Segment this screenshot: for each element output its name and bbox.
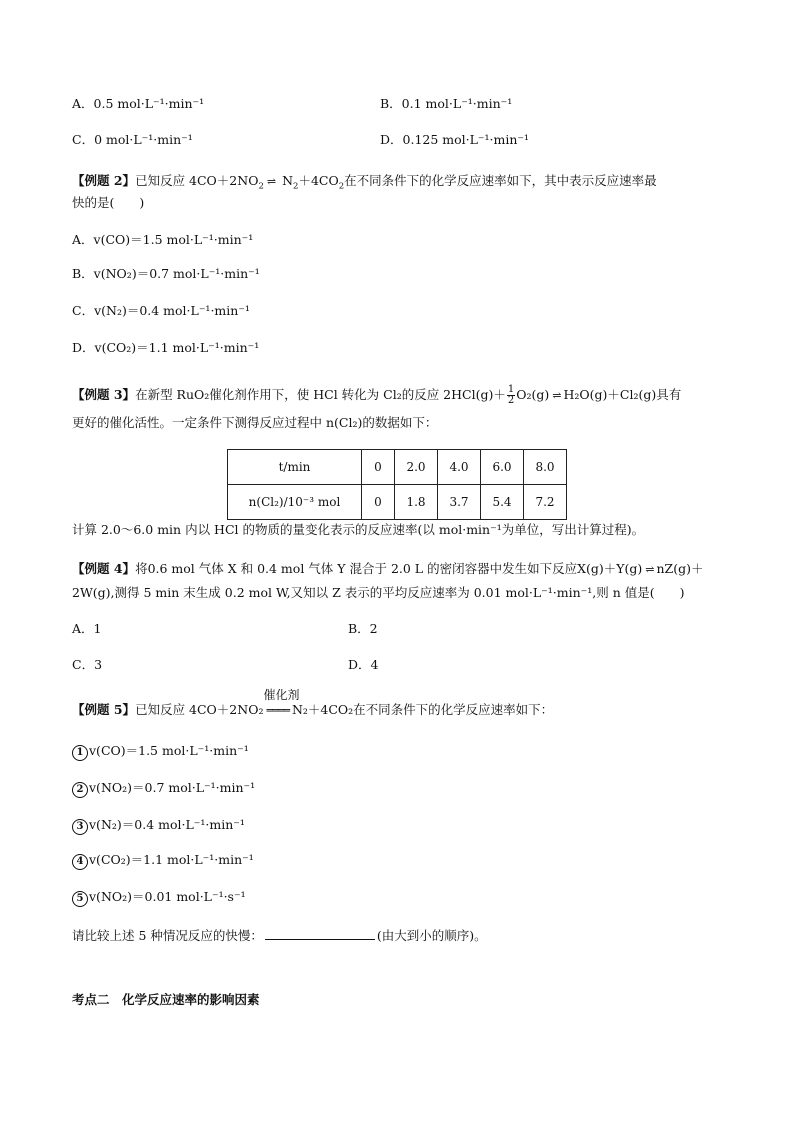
example-5-item-4: 4 v(CO₂)＝1.1 mol·L⁻¹·min⁻¹ <box>72 852 254 870</box>
example-5-question: 请比较上述 5 种情况反应的快慢： (由大到小的顺序)。 <box>72 928 487 943</box>
option-b: B．0.1 mol·L⁻¹·min⁻¹ <box>380 96 513 111</box>
option-a: A．0.5 mol·L⁻¹·min⁻¹ <box>72 96 205 111</box>
table-cell: 3.7 <box>438 485 481 520</box>
section-heading: 考点二 化学反应速率的影响因素 <box>72 992 260 1007</box>
option-d: D．0.125 mol·L⁻¹·min⁻¹ <box>380 132 530 147</box>
example-2-stem: 【例题 2】已知反应 $4CO+2NO_2$ ⇌ $N_2+4CO_2$在不同条件下的化学反应速率如下，其中表示反应速率最 <box>72 173 657 192</box>
circled-number-icon: 5 <box>72 891 88 907</box>
equilibrium-arrow-icon: ════ <box>266 704 289 717</box>
table-cell: 1.8 <box>395 485 438 520</box>
table-row <box>228 450 567 485</box>
example-2-stem-line2: 快的是( ) <box>72 195 145 210</box>
option-c: C．0 mol·L⁻¹·min⁻¹ <box>72 132 193 147</box>
example-5-item-2: 2 v(NO₂)＝0.7 mol·L⁻¹·min⁻¹ <box>72 780 255 798</box>
example-4-option-d: D．4 <box>348 657 379 672</box>
example-5-item-3: 3 v(N₂)＝0.4 mol·L⁻¹·min⁻¹ <box>72 817 245 835</box>
table-cell: t/min <box>228 450 362 485</box>
equilibrium-arrow-icon: ⇌ <box>552 389 561 402</box>
table-cell: 0 <box>362 450 395 485</box>
circled-number-icon: 4 <box>72 854 88 870</box>
example-4-option-c: C．3 <box>72 657 103 672</box>
example-3-stem-line2: 更好的催化活性。一定条件下测得反应过程中 n(Cl₂)的数据如下： <box>72 415 438 430</box>
circled-number-icon: 3 <box>72 819 88 835</box>
catalyst-label: 催化剂 <box>263 688 300 702</box>
example-2-tag: 【例题 2】 <box>72 173 136 188</box>
example-4-option-b: B．2 <box>348 621 378 636</box>
equilibrium-arrow-icon: ⇌ <box>645 563 654 576</box>
example-2-option-c: C．v(N₂)＝0.4 mol·L⁻¹·min⁻¹ <box>72 303 250 318</box>
example-5-item-5: 5 v(NO₂)＝0.01 mol·L⁻¹·s⁻¹ <box>72 889 246 907</box>
example-2-option-a: A．v(CO)＝1.5 mol·L⁻¹·min⁻¹ <box>72 232 254 247</box>
example-4-tag: 【例题 4】 <box>72 561 136 576</box>
data-table <box>227 449 567 520</box>
table-cell: n(Cl₂)/10⁻³ mol <box>228 485 362 520</box>
circled-number-icon: 2 <box>72 782 88 798</box>
example-4-option-a: A．1 <box>72 621 102 636</box>
fraction-one-half: $\frac{1}{2}$ <box>507 384 515 406</box>
example-3-stem: 【例题 3】在新型 RuO₂催化剂作用下，使 HCl 转化为 Cl₂的反应 2HCl(g)＋ $\frac{1}{2}$ O₂(g) ⇌ H₂O(g)＋Cl₂(g)具有 <box>72 384 682 406</box>
table-cell: 8.0 <box>524 450 567 485</box>
table-cell: 2.0 <box>395 450 438 485</box>
example-5-item-1: 1 v(CO)＝1.5 mol·L⁻¹·min⁻¹ <box>72 743 249 761</box>
example-4-stem-line2: 2W(g),测得 5 min 末生成 0.2 mol W,又知以 Z 表示的平均反应速率为 0.01 mol·L⁻¹·min⁻¹,则 n 值是( ) <box>72 585 685 600</box>
table-cell: 0 <box>362 485 395 520</box>
answer-blank[interactable] <box>265 927 375 940</box>
table-cell: 4.0 <box>438 450 481 485</box>
example-3-question: 计算 2.0～6.0 min 内以 HCl 的物质的量变化表示的反应速率(以 mol·min⁻¹为单位，写出计算过程)。 <box>72 522 645 537</box>
example-3-tag: 【例题 3】 <box>72 387 136 402</box>
table-row <box>228 485 567 520</box>
equilibrium-arrow-icon: ⇌ <box>266 175 276 188</box>
table-cell: 5.4 <box>481 485 524 520</box>
circled-number-icon: 1 <box>72 745 88 761</box>
table-cell: 6.0 <box>481 450 524 485</box>
example-5-tag: 【例题 5】 <box>72 702 136 717</box>
catalyst-arrow <box>263 688 300 719</box>
example-2-option-b: B．v(NO₂)＝0.7 mol·L⁻¹·min⁻¹ <box>72 266 260 281</box>
table-cell: 7.2 <box>524 485 567 520</box>
example-2-option-d: D．v(CO₂)＝1.1 mol·L⁻¹·min⁻¹ <box>72 340 260 355</box>
example-4-stem: 【例题 4】将0.6 mol 气体 X 和 0.4 mol 气体 Y 混合于 2.0 L 的密闭容器中发生如下反应X(g)＋Y(g) ⇌ nZ(g)＋ <box>72 561 704 576</box>
example-5-stem: 【例题 5】已知反应 4CO＋2NO₂ 催化剂 ════ N₂＋4CO₂在不同条件下的化学反应速率如下： <box>72 688 554 717</box>
